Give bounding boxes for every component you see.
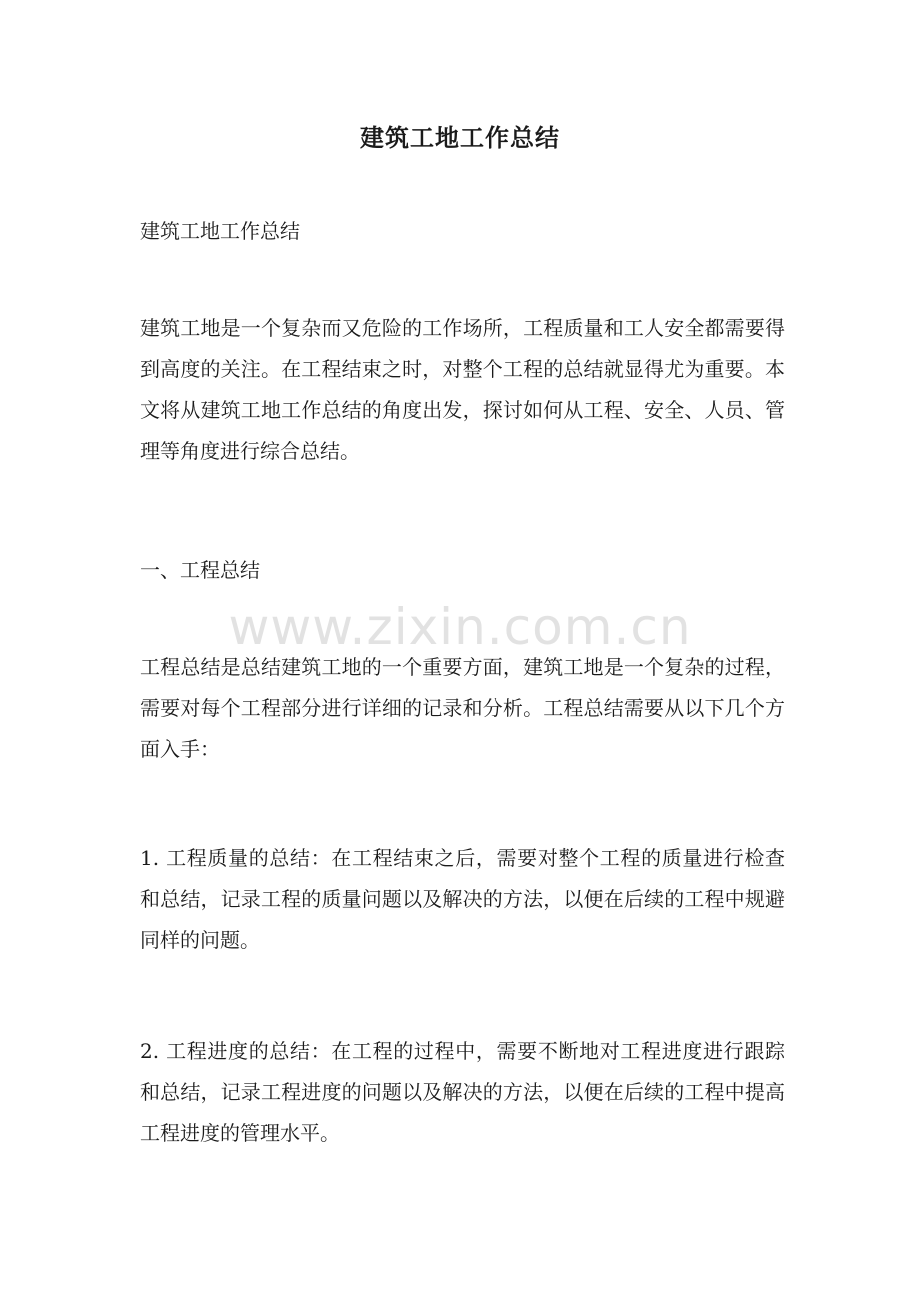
document-subtitle: 建筑工地工作总结	[140, 219, 300, 243]
document-title: 建筑工地工作总结	[360, 123, 560, 152]
section-1-heading: 一、工程总结	[140, 558, 260, 582]
list-item-2: 2. 工程进度的总结：在工程的过程中，需要不断地对工程进度进行跟踪和总结，记录工程进度的问题以及解决的方法，以便在后续的工程中提高工程进度的管理水平。	[140, 1039, 785, 1145]
intro-paragraph: 建筑工地是一个复杂而又危险的工作场所，工程质量和工人安全都需要得到高度的关注。在工程结束之时，对整个工程的总结就显得尤为重要。本文将从建筑工地工作总结的角度出发，探讨如何从工程、安全、人员、管理等角度进行综合总结。	[140, 316, 785, 463]
section-1-paragraph: 工程总结是总结建筑工地的一个重要方面，建筑工地是一个复杂的过程，需要对每个工程部分进行详细的记录和分析。工程总结需要从以下几个方面入手：	[140, 655, 785, 761]
list-item-1: 1. 工程质量的总结：在工程结束之后，需要对整个工程的质量进行检查和总结，记录工程的质量问题以及解决的方法，以便在后续的工程中规避同样的问题。	[140, 846, 785, 952]
watermark: www.zixin.com.cn	[228, 598, 692, 656]
